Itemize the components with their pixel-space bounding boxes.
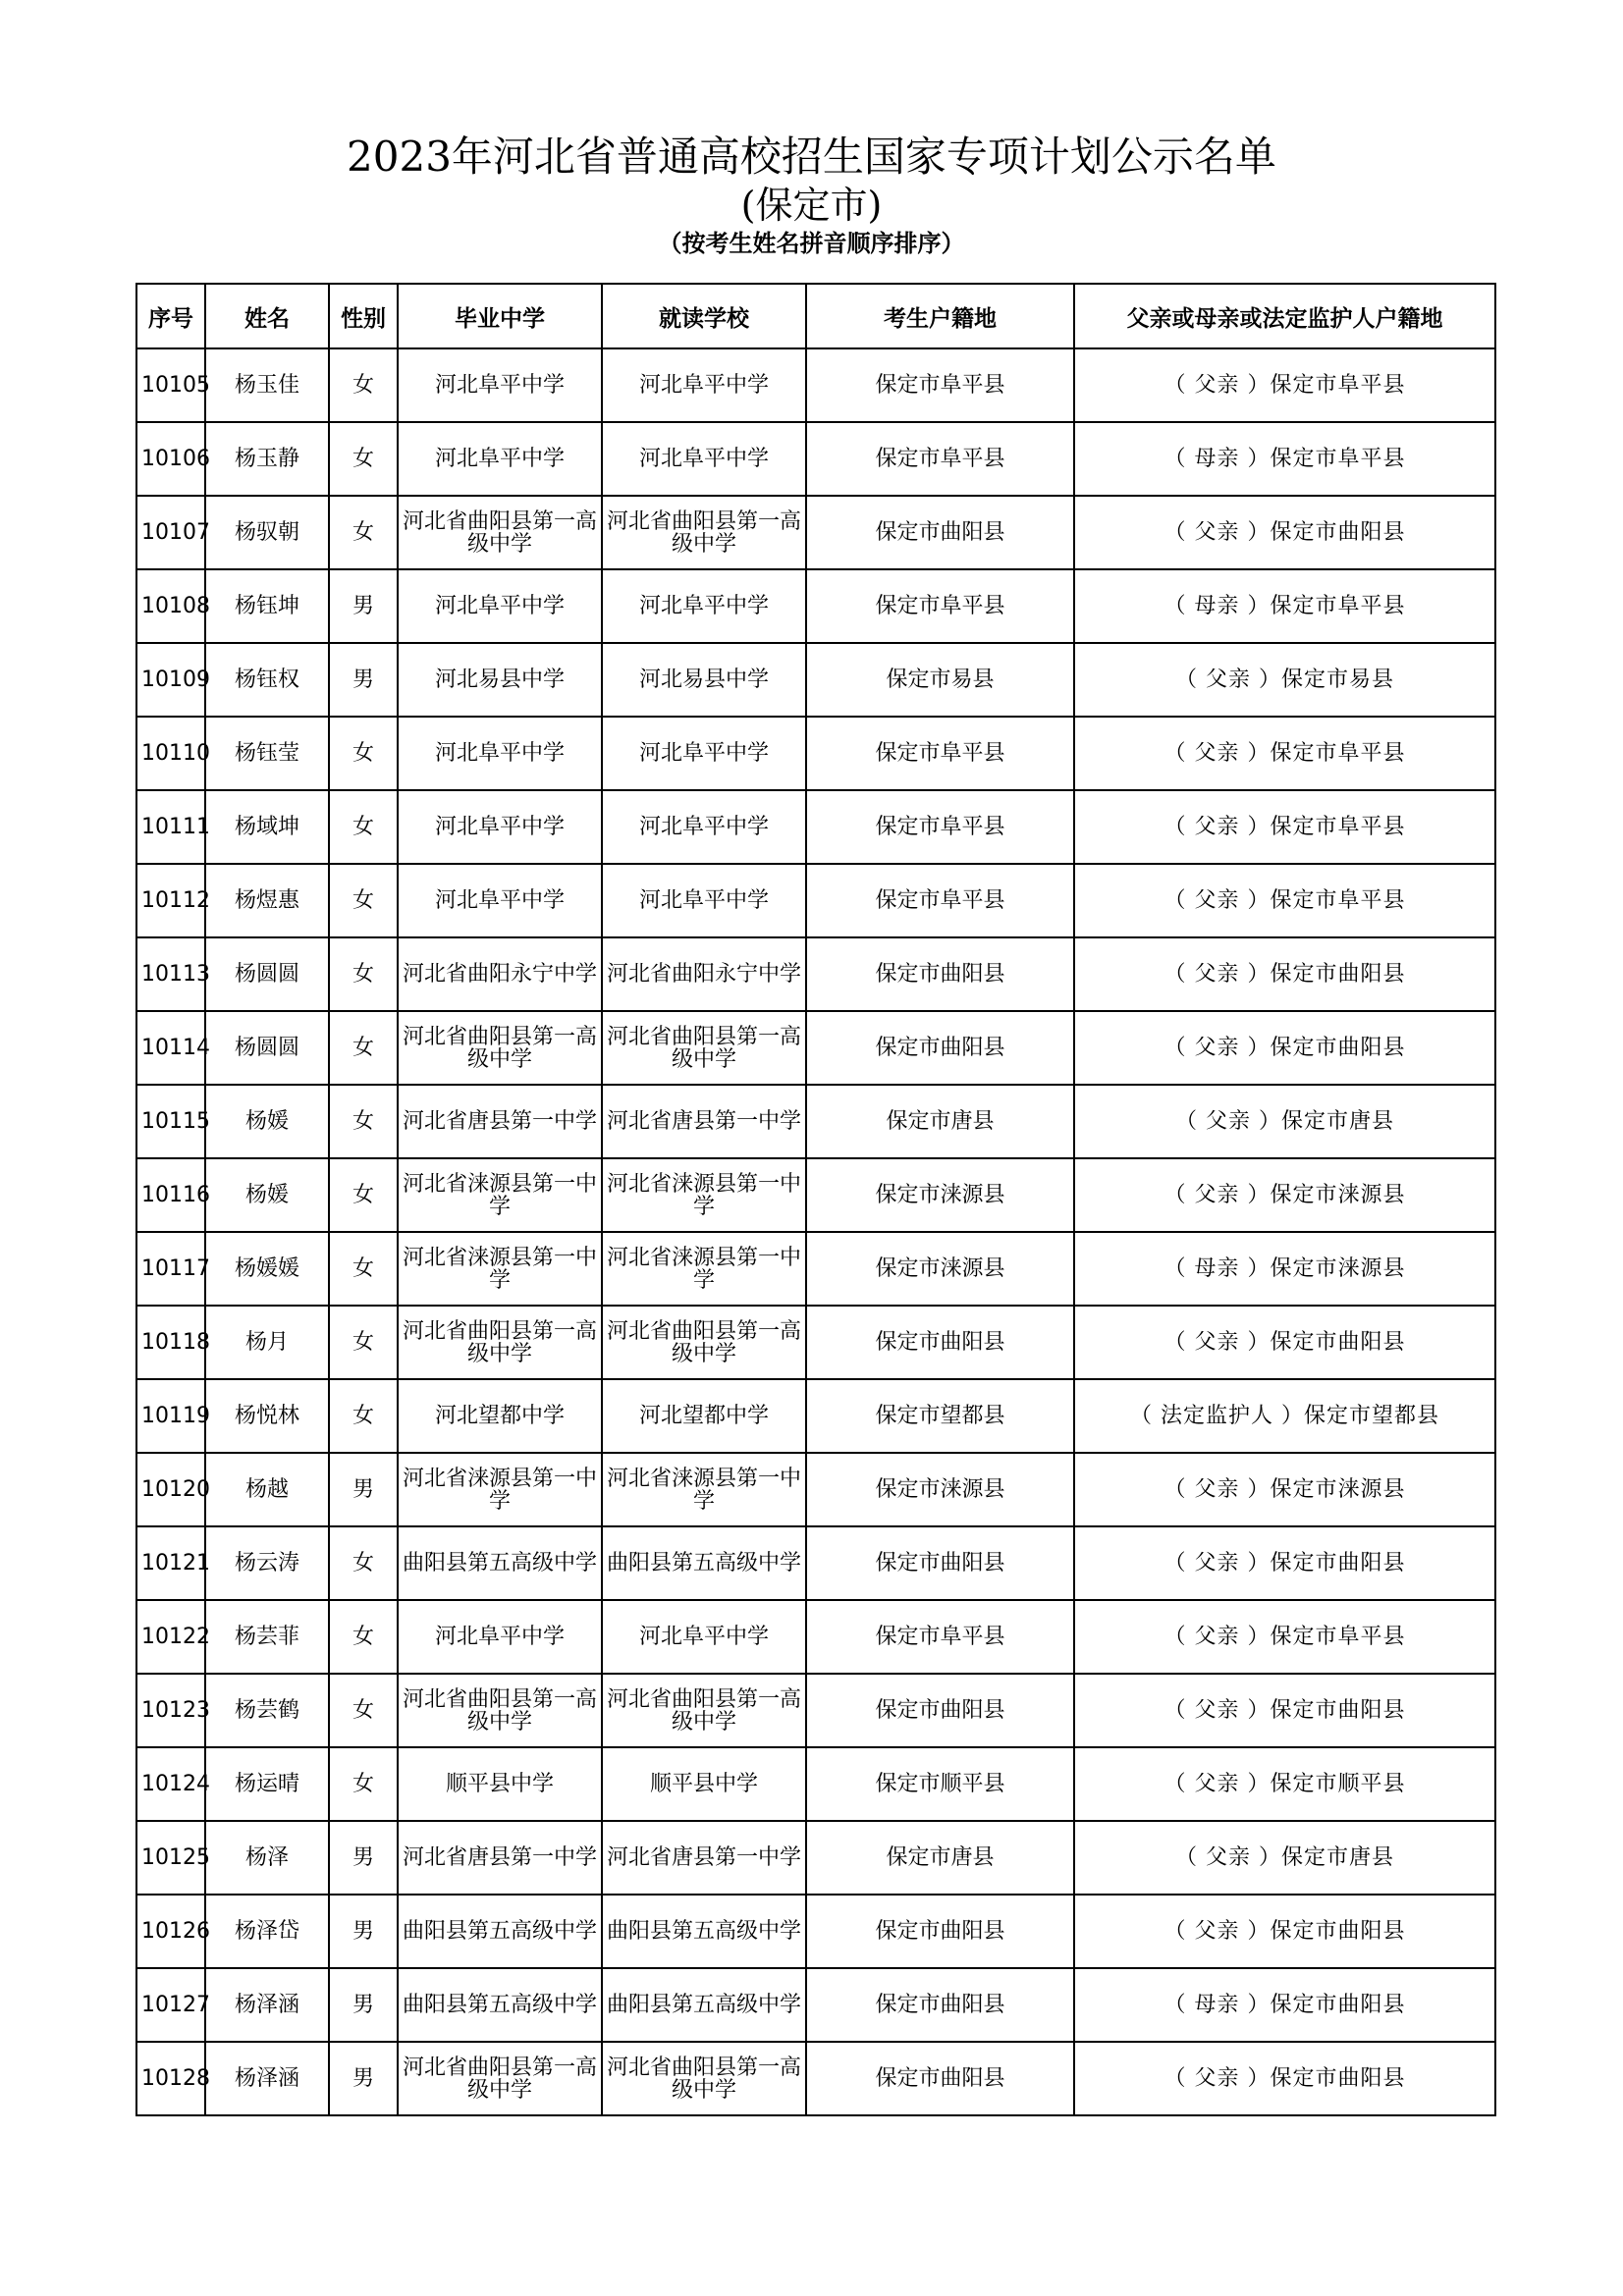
cell-guardian-household: （ 父亲 ）保定市阜平县 — [1074, 1600, 1495, 1674]
cell-grad-school: 河北阜平中学 — [398, 717, 602, 790]
cell-guardian-household: （ 法定监护人 ）保定市望都县 — [1074, 1379, 1495, 1453]
header-name: 姓名 — [205, 284, 329, 348]
cell-id: 10112 — [136, 864, 205, 937]
cell-id: 10111 — [136, 790, 205, 864]
cell-household: 保定市曲阳县 — [806, 1968, 1074, 2042]
document-title: 2023年河北省普通高校招生国家专项计划公示名单 — [347, 133, 1276, 181]
cell-current-school: 河北阜平中学 — [602, 717, 806, 790]
cell-name: 杨域坤 — [205, 790, 329, 864]
cell-current-school: 曲阳县第五高级中学 — [602, 1526, 806, 1600]
table-row — [136, 937, 1495, 1011]
table-row — [136, 790, 1495, 864]
cell-household: 保定市曲阳县 — [806, 1306, 1074, 1379]
cell-grad-school: 河北省唐县第一中学 — [398, 1821, 602, 1895]
cell-guardian-household: （ 父亲 ）保定市曲阳县 — [1074, 1895, 1495, 1968]
header-gender: 性别 — [329, 284, 398, 348]
cell-id: 10119 — [136, 1379, 205, 1453]
cell-name: 杨钰坤 — [205, 569, 329, 643]
cell-id: 10110 — [136, 717, 205, 790]
table-row — [136, 1968, 1495, 2042]
cell-current-school: 河北省曲阳县第一高级中学 — [602, 1674, 806, 1747]
cell-gender: 男 — [329, 569, 398, 643]
cell-name: 杨媛媛 — [205, 1232, 329, 1306]
cell-guardian-household: （ 父亲 ）保定市易县 — [1074, 643, 1495, 717]
cell-current-school: 河北省曲阳县第一高级中学 — [602, 496, 806, 569]
table-row — [136, 2042, 1495, 2115]
cell-household: 保定市阜平县 — [806, 717, 1074, 790]
cell-household: 保定市曲阳县 — [806, 1526, 1074, 1600]
table-body — [136, 348, 1495, 2115]
cell-grad-school: 河北阜平中学 — [398, 1600, 602, 1674]
table-row — [136, 1085, 1495, 1158]
cell-grad-school: 顺平县中学 — [398, 1747, 602, 1821]
cell-grad-school: 河北易县中学 — [398, 643, 602, 717]
cell-name: 杨泽岱 — [205, 1895, 329, 1968]
table-row — [136, 1453, 1495, 1526]
cell-id: 10118 — [136, 1306, 205, 1379]
cell-household: 保定市唐县 — [806, 1085, 1074, 1158]
cell-household: 保定市顺平县 — [806, 1747, 1074, 1821]
cell-grad-school: 河北省曲阳永宁中学 — [398, 937, 602, 1011]
cell-guardian-household: （ 父亲 ）保定市曲阳县 — [1074, 2042, 1495, 2115]
cell-gender: 男 — [329, 1968, 398, 2042]
cell-id: 10116 — [136, 1158, 205, 1232]
cell-id: 10107 — [136, 496, 205, 569]
cell-grad-school: 河北阜平中学 — [398, 422, 602, 496]
cell-household: 保定市曲阳县 — [806, 937, 1074, 1011]
cell-id: 10117 — [136, 1232, 205, 1306]
cell-current-school: 河北省曲阳永宁中学 — [602, 937, 806, 1011]
cell-gender: 男 — [329, 1821, 398, 1895]
cell-name: 杨泽涵 — [205, 1968, 329, 2042]
cell-current-school: 河北省曲阳县第一高级中学 — [602, 1011, 806, 1085]
cell-gender: 女 — [329, 937, 398, 1011]
cell-guardian-household: （ 母亲 ）保定市阜平县 — [1074, 422, 1495, 496]
cell-grad-school: 河北省涞源县第一中学 — [398, 1158, 602, 1232]
cell-guardian-household: （ 父亲 ）保定市阜平县 — [1074, 348, 1495, 422]
table-header-row — [136, 284, 1495, 348]
cell-current-school: 曲阳县第五高级中学 — [602, 1968, 806, 2042]
cell-id: 10124 — [136, 1747, 205, 1821]
cell-id: 10121 — [136, 1526, 205, 1600]
table-row — [136, 422, 1495, 496]
cell-gender: 男 — [329, 2042, 398, 2115]
cell-id: 10109 — [136, 643, 205, 717]
cell-household: 保定市阜平县 — [806, 422, 1074, 496]
cell-id: 10108 — [136, 569, 205, 643]
cell-household: 保定市曲阳县 — [806, 1895, 1074, 1968]
cell-household: 保定市阜平县 — [806, 569, 1074, 643]
cell-gender: 女 — [329, 422, 398, 496]
cell-guardian-household: （ 父亲 ）保定市曲阳县 — [1074, 496, 1495, 569]
cell-id: 10114 — [136, 1011, 205, 1085]
cell-current-school: 曲阳县第五高级中学 — [602, 1895, 806, 1968]
cell-current-school: 河北省涞源县第一中学 — [602, 1232, 806, 1306]
cell-gender: 女 — [329, 496, 398, 569]
cell-grad-school: 河北阜平中学 — [398, 348, 602, 422]
cell-guardian-household: （ 父亲 ）保定市曲阳县 — [1074, 1526, 1495, 1600]
cell-current-school: 河北省涞源县第一中学 — [602, 1158, 806, 1232]
cell-current-school: 河北阜平中学 — [602, 864, 806, 937]
cell-gender: 女 — [329, 1085, 398, 1158]
cell-guardian-household: （ 母亲 ）保定市涞源县 — [1074, 1232, 1495, 1306]
cell-household: 保定市阜平县 — [806, 864, 1074, 937]
table-row — [136, 1232, 1495, 1306]
cell-current-school: 河北阜平中学 — [602, 569, 806, 643]
cell-id: 10105 — [136, 348, 205, 422]
cell-current-school: 河北阜平中学 — [602, 422, 806, 496]
header-household: 考生户籍地 — [806, 284, 1074, 348]
cell-household: 保定市望都县 — [806, 1379, 1074, 1453]
table-row — [136, 1158, 1495, 1232]
cell-gender: 男 — [329, 1895, 398, 1968]
cell-grad-school: 曲阳县第五高级中学 — [398, 1968, 602, 2042]
cell-grad-school: 河北省涞源县第一中学 — [398, 1232, 602, 1306]
cell-gender: 男 — [329, 1453, 398, 1526]
cell-current-school: 河北望都中学 — [602, 1379, 806, 1453]
cell-gender: 男 — [329, 643, 398, 717]
table-row — [136, 1821, 1495, 1895]
cell-name: 杨月 — [205, 1306, 329, 1379]
cell-name: 杨运晴 — [205, 1747, 329, 1821]
cell-grad-school: 河北望都中学 — [398, 1379, 602, 1453]
cell-guardian-household: （ 母亲 ）保定市曲阳县 — [1074, 1968, 1495, 2042]
cell-grad-school: 河北省曲阳县第一高级中学 — [398, 2042, 602, 2115]
cell-name: 杨煜惠 — [205, 864, 329, 937]
cell-grad-school: 河北省曲阳县第一高级中学 — [398, 1011, 602, 1085]
header-current-school: 就读学校 — [602, 284, 806, 348]
cell-name: 杨悦林 — [205, 1379, 329, 1453]
table-row — [136, 717, 1495, 790]
table-row — [136, 1306, 1495, 1379]
table-row — [136, 569, 1495, 643]
cell-grad-school: 河北省曲阳县第一高级中学 — [398, 496, 602, 569]
cell-guardian-household: （ 父亲 ）保定市阜平县 — [1074, 864, 1495, 937]
table-row — [136, 1379, 1495, 1453]
cell-id: 10126 — [136, 1895, 205, 1968]
cell-name: 杨圆圆 — [205, 937, 329, 1011]
cell-guardian-household: （ 父亲 ）保定市唐县 — [1074, 1821, 1495, 1895]
header-grad-school: 毕业中学 — [398, 284, 602, 348]
cell-gender: 女 — [329, 1747, 398, 1821]
cell-name: 杨越 — [205, 1453, 329, 1526]
cell-name: 杨芸鹤 — [205, 1674, 329, 1747]
cell-guardian-household: （ 父亲 ）保定市唐县 — [1074, 1085, 1495, 1158]
cell-gender: 女 — [329, 717, 398, 790]
cell-guardian-household: （ 父亲 ）保定市阜平县 — [1074, 790, 1495, 864]
header-guardian-household: 父亲或母亲或法定监护人户籍地 — [1074, 284, 1495, 348]
cell-gender: 女 — [329, 1306, 398, 1379]
cell-gender: 女 — [329, 864, 398, 937]
cell-name: 杨云涛 — [205, 1526, 329, 1600]
cell-gender: 女 — [329, 1232, 398, 1306]
cell-current-school: 顺平县中学 — [602, 1747, 806, 1821]
cell-guardian-household: （ 父亲 ）保定市阜平县 — [1074, 717, 1495, 790]
cell-id: 10106 — [136, 422, 205, 496]
cell-household: 保定市曲阳县 — [806, 1011, 1074, 1085]
table-row — [136, 1600, 1495, 1674]
cell-grad-school: 河北阜平中学 — [398, 790, 602, 864]
table-row — [136, 1747, 1495, 1821]
cell-current-school: 河北省曲阳县第一高级中学 — [602, 2042, 806, 2115]
cell-gender: 女 — [329, 1158, 398, 1232]
table-row — [136, 1895, 1495, 1968]
cell-guardian-household: （ 父亲 ）保定市涞源县 — [1074, 1158, 1495, 1232]
cell-guardian-household: （ 父亲 ）保定市曲阳县 — [1074, 1011, 1495, 1085]
cell-grad-school: 河北阜平中学 — [398, 569, 602, 643]
table-row — [136, 348, 1495, 422]
cell-grad-school: 曲阳县第五高级中学 — [398, 1526, 602, 1600]
cell-name: 杨媛 — [205, 1085, 329, 1158]
cell-name: 杨泽涵 — [205, 2042, 329, 2115]
cell-guardian-household: （ 父亲 ）保定市曲阳县 — [1074, 937, 1495, 1011]
cell-current-school: 河北省唐县第一中学 — [602, 1085, 806, 1158]
cell-name: 杨泽 — [205, 1821, 329, 1895]
cell-id: 10123 — [136, 1674, 205, 1747]
cell-grad-school: 河北阜平中学 — [398, 864, 602, 937]
cell-gender: 女 — [329, 1526, 398, 1600]
cell-household: 保定市曲阳县 — [806, 2042, 1074, 2115]
cell-gender: 女 — [329, 1674, 398, 1747]
cell-household: 保定市涞源县 — [806, 1232, 1074, 1306]
table-row — [136, 864, 1495, 937]
cell-gender: 女 — [329, 790, 398, 864]
cell-gender: 女 — [329, 1011, 398, 1085]
cell-guardian-household: （ 父亲 ）保定市曲阳县 — [1074, 1306, 1495, 1379]
cell-guardian-household: （ 父亲 ）保定市涞源县 — [1074, 1453, 1495, 1526]
cell-current-school: 河北省曲阳县第一高级中学 — [602, 1306, 806, 1379]
cell-household: 保定市阜平县 — [806, 1600, 1074, 1674]
cell-name: 杨钰权 — [205, 643, 329, 717]
cell-name: 杨钰莹 — [205, 717, 329, 790]
table-row — [136, 1526, 1495, 1600]
cell-household: 保定市阜平县 — [806, 348, 1074, 422]
cell-household: 保定市涞源县 — [806, 1453, 1074, 1526]
cell-id: 10120 — [136, 1453, 205, 1526]
cell-current-school: 河北易县中学 — [602, 643, 806, 717]
cell-id: 10128 — [136, 2042, 205, 2115]
cell-current-school: 河北阜平中学 — [602, 790, 806, 864]
table-row — [136, 643, 1495, 717]
cell-id: 10122 — [136, 1600, 205, 1674]
cell-id: 10127 — [136, 1968, 205, 2042]
cell-grad-school: 河北省曲阳县第一高级中学 — [398, 1306, 602, 1379]
table-row — [136, 1674, 1495, 1747]
cell-id: 10113 — [136, 937, 205, 1011]
cell-household: 保定市易县 — [806, 643, 1074, 717]
cell-gender: 女 — [329, 348, 398, 422]
cell-grad-school: 河北省唐县第一中学 — [398, 1085, 602, 1158]
cell-name: 杨媛 — [205, 1158, 329, 1232]
document-subtitle: (保定市) — [740, 184, 883, 227]
cell-name: 杨芸菲 — [205, 1600, 329, 1674]
cell-current-school: 河北阜平中学 — [602, 1600, 806, 1674]
cell-name: 杨驭朝 — [205, 496, 329, 569]
cell-name: 杨玉佳 — [205, 348, 329, 422]
cell-current-school: 河北省唐县第一中学 — [602, 1821, 806, 1895]
table-row — [136, 496, 1495, 569]
cell-household: 保定市阜平县 — [806, 790, 1074, 864]
cell-id: 10125 — [136, 1821, 205, 1895]
cell-grad-school: 曲阳县第五高级中学 — [398, 1895, 602, 1968]
table-row — [136, 1011, 1495, 1085]
cell-gender: 女 — [329, 1600, 398, 1674]
cell-guardian-household: （ 母亲 ）保定市阜平县 — [1074, 569, 1495, 643]
cell-name: 杨圆圆 — [205, 1011, 329, 1085]
header-id: 序号 — [136, 284, 205, 348]
cell-id: 10115 — [136, 1085, 205, 1158]
cell-grad-school: 河北省曲阳县第一高级中学 — [398, 1674, 602, 1747]
cell-guardian-household: （ 父亲 ）保定市顺平县 — [1074, 1747, 1495, 1821]
cell-gender: 女 — [329, 1379, 398, 1453]
cell-household: 保定市涞源县 — [806, 1158, 1074, 1232]
sort-note: （按考生姓名拼音顺序排序） — [658, 229, 965, 257]
cell-household: 保定市唐县 — [806, 1821, 1074, 1895]
cell-household: 保定市曲阳县 — [806, 1674, 1074, 1747]
cell-current-school: 河北省涞源县第一中学 — [602, 1453, 806, 1526]
cell-guardian-household: （ 父亲 ）保定市曲阳县 — [1074, 1674, 1495, 1747]
cell-household: 保定市曲阳县 — [806, 496, 1074, 569]
cell-grad-school: 河北省涞源县第一中学 — [398, 1453, 602, 1526]
cell-name: 杨玉静 — [205, 422, 329, 496]
cell-current-school: 河北阜平中学 — [602, 348, 806, 422]
roster-table — [135, 283, 1496, 2116]
